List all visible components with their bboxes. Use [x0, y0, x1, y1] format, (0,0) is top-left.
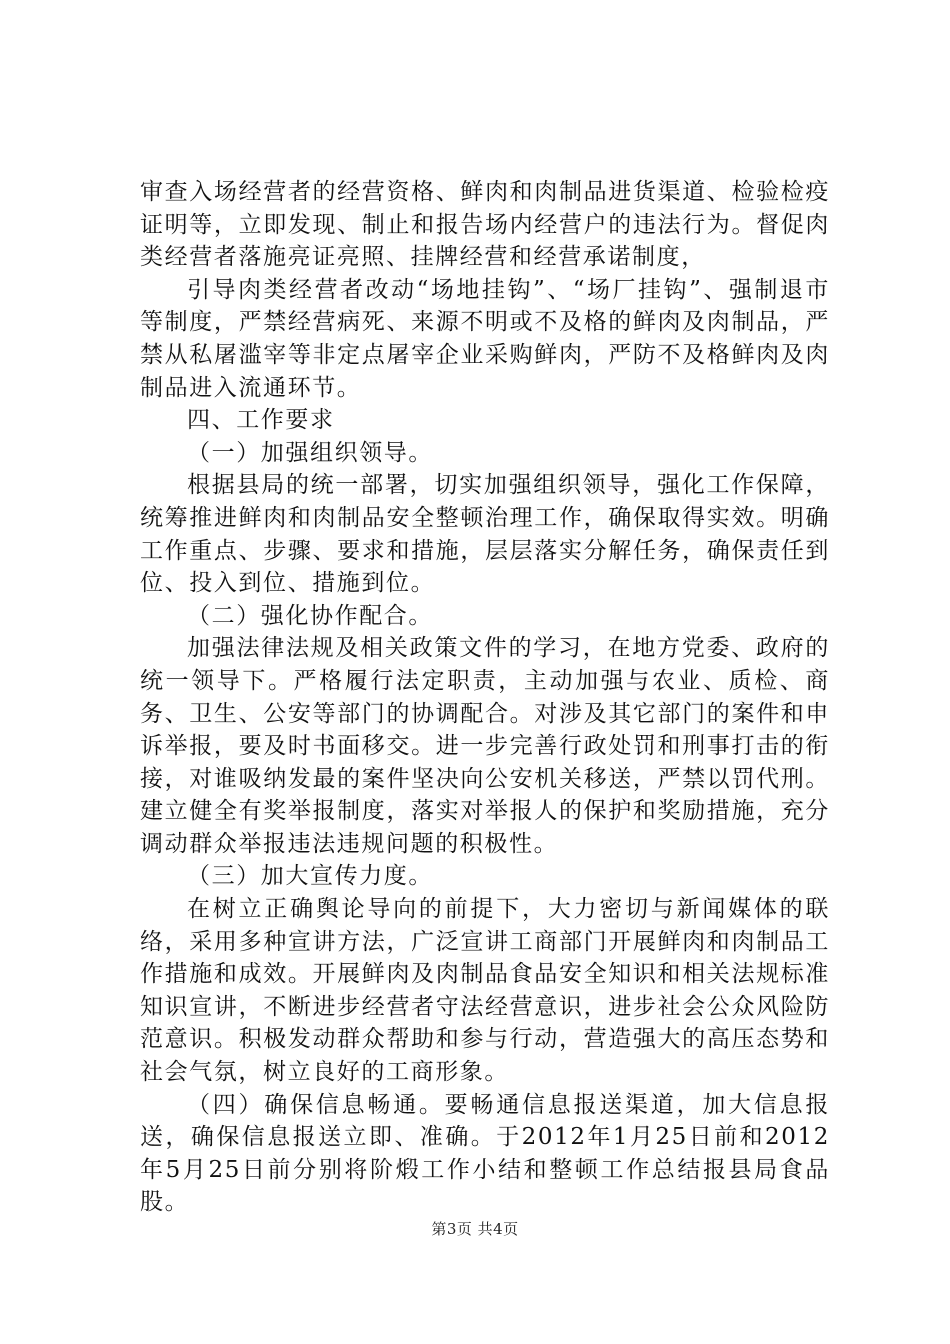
subheading-3: （三）加大宣传力度。 — [187, 863, 433, 890]
document-body — [140, 176, 830, 1219]
paragraph-6: （四）确保信息畅通。要畅通信息报送渠道，加大信息报送，确保信息报送立即、准确。于2012年1月25日前和2012年5月25日前分别将阶煅工作小结和整顿工作总结报县局食品股。 — [140, 1091, 830, 1216]
subheading-1: （一）加强组织领导。 — [187, 439, 433, 466]
subheading-2: （二）强化协作配合。 — [187, 602, 433, 629]
paragraph-4: 加强法律法规及相关政策文件的学习，在地方党委、政府的统一领导下。严格履行法定职责，主动加强与农业、质检、商务、卫生、公安等部门的协调配合。对涉及其它部门的案件和申诉举报，要及时书面移交。进一步完善行政处罚和刑事打击的衔接，对谁吸纳发最的案件坚决向公安机关移送，严禁以罚代刑。建立健全有奖举报制度，落实对举报人的保护和奖励措施，充分调动群众举报违法违规问题的积极性。 — [140, 635, 830, 857]
section-heading-work-requirements: 四、工作要求 — [187, 407, 335, 434]
paragraph-3: 根据县局的统一部署，切实加强组织领导，强化工作保障，统筹推进鲜肉和肉制品安全整顿治理工作，确保取得实效。明确工作重点、步骤、要求和措施，层层落实分解任务，确保责任到位、投入到位、措施到位。 — [140, 472, 830, 597]
page-number-footer: 第3页 共4页 — [431, 1220, 519, 1238]
paragraph-1: 审查入场经营者的经营资格、鲜肉和肉制品进货渠道、检验检疫证明等，立即发现、制止和报告场内经营户的违法行为。督促肉类经营者落施亮证亮照、挂牌经营和经营承诺制度， — [140, 179, 830, 271]
paragraph-2: 引导肉类经营者改动“场地挂钩”、“场厂挂钩”、强制退市等制度，严禁经营病死、来源不明或不及格的鲜肉及肉制品，严禁从私屠滥宰等非定点屠宰企业采购鲜肉，严防不及格鲜肉及肉制品进入流通环节。 — [140, 276, 830, 401]
paragraph-5: 在树立正确舆论导向的前提下，大力密切与新闻媒体的联络，采用多种宣讲方法，广泛宣讲工商部门开展鲜肉和肉制品工作措施和成效。开展鲜肉及肉制品食品安全知识和相关法规标准知识宣讲，不断进步经营者守法经营意识，进步社会公众风险防范意识。积极发动群众帮助和参与行动，营造强大的高压态势和社会气氛，树立良好的工商形象。 — [140, 896, 830, 1086]
